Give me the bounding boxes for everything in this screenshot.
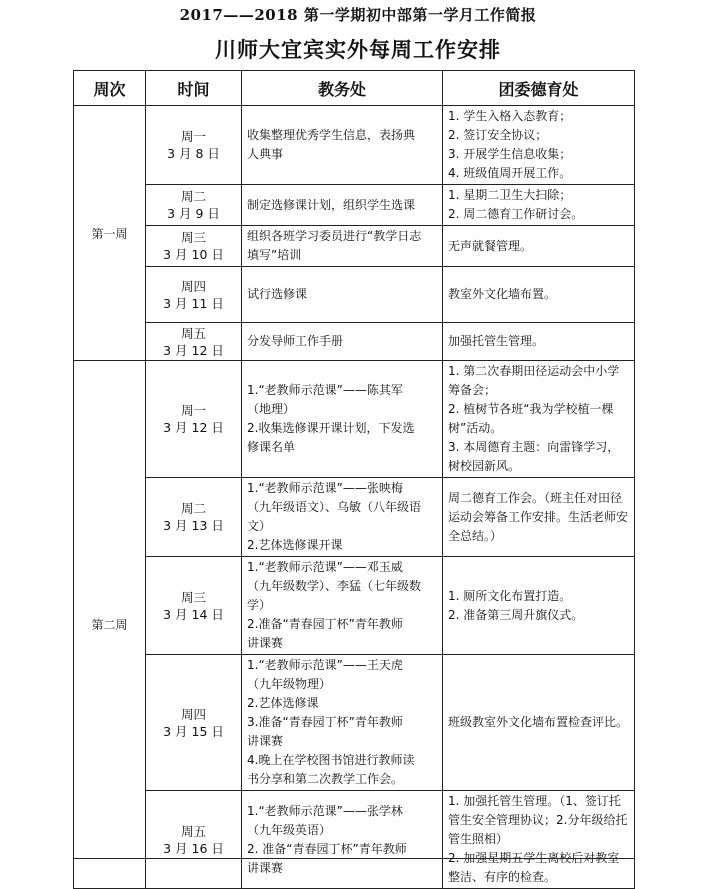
day-cell (146, 791, 242, 889)
cell-line: 1.“老教师示范课”——王天虎 (247, 658, 403, 672)
cell-line: 筹备会； (448, 383, 497, 397)
cell-line: 填写”培训 (247, 248, 302, 262)
schedule-table (73, 70, 635, 889)
cell-line: 全总结。） (448, 528, 503, 543)
table-row (74, 185, 635, 226)
day-cell (146, 361, 242, 478)
league-moral-cell (443, 185, 635, 226)
day-name: 周一 (180, 129, 206, 144)
cell-line: 树校园新风。 (448, 459, 521, 473)
cell-line: 无声就餐管理。 (448, 238, 533, 253)
cell-line: 1.“老教师示范课”——张学林 (247, 803, 403, 818)
cell-line: 讲课赛 (247, 734, 284, 748)
day-name: 周二 (180, 501, 206, 516)
day-date: 3 月 15 日 (163, 723, 224, 739)
table-header-row (74, 71, 635, 106)
league-moral-cell (443, 106, 635, 185)
day-cell (146, 655, 242, 791)
league-moral-cell (443, 267, 635, 323)
cell-line: 2. 准备“青春园丁杯”青年教师 (247, 841, 407, 856)
cell-line: 2.艺体选修课 (247, 696, 319, 710)
day-date: 3 月 10 日 (163, 247, 224, 262)
table-row (74, 557, 635, 655)
cell-line: （九年级数学）、李猛（七年级数 (247, 579, 422, 593)
cell-line: 2. 周二德育工作研讨会。 (448, 207, 584, 221)
table-row (74, 106, 635, 185)
table-row (74, 267, 635, 323)
cell-line: 制定选修课计划，组织学生选课 (247, 197, 416, 212)
day-name: 周一 (180, 403, 206, 418)
week-label: 第一周 (74, 106, 146, 361)
cell-line: 3.准备“青春园丁杯”青年教师 (247, 715, 403, 729)
cell-line: 管生照相） (448, 832, 509, 846)
day-date: 3 月 9 日 (167, 206, 220, 221)
academic-affairs-cell (242, 557, 443, 655)
cell-line: 1. 加强托管生管理。（1、签订托 (448, 794, 621, 808)
document-title: 川师大宜宾实外每周工作安排 (215, 37, 501, 62)
cell-line: 整洁、有序的检查。 (448, 870, 557, 884)
table-row (74, 226, 635, 267)
academic-affairs-cell (242, 323, 443, 361)
week-label: 第二周 (74, 361, 146, 889)
column-header-league: 团委德育处 (443, 71, 635, 106)
table-row (74, 655, 635, 791)
table-row (74, 791, 635, 889)
league-moral-cell (443, 655, 635, 791)
day-name: 周五 (180, 325, 206, 341)
cell-line: 加强托管生管理。 (448, 334, 545, 348)
cell-line: （九年级语文）、乌敏（八年级语 (247, 500, 422, 514)
cell-line: 3. 开展学生信息收集； (448, 147, 572, 161)
academic-affairs-cell (242, 185, 443, 226)
day-cell (146, 323, 242, 361)
league-moral-cell (443, 478, 635, 557)
day-date: 3 月 12 日 (163, 342, 224, 358)
table-bottom-edge (73, 858, 634, 859)
cell-line: 讲课赛 (247, 636, 284, 650)
day-name: 周四 (180, 706, 206, 722)
academic-affairs-cell (242, 361, 443, 478)
column-header-academic: 教务处 (242, 71, 443, 106)
day-cell (146, 226, 242, 267)
day-name: 周四 (180, 278, 206, 294)
cell-line: 讲课赛 (247, 860, 284, 875)
league-moral-cell (443, 791, 635, 889)
cell-line: 组织各班学习委员进行“教学日志 (247, 229, 422, 243)
cell-line: 分发导师工作手册 (247, 334, 344, 348)
cell-line: 树”活动。 (448, 421, 503, 435)
academic-affairs-cell (242, 478, 443, 557)
cell-line: 书分享和第二次教学工作会。 (247, 772, 404, 786)
cell-line: 1.“老教师示范课”——邓玉威 (247, 560, 403, 574)
academic-affairs-cell (242, 267, 443, 323)
cell-line: （九年级英语） (247, 822, 332, 837)
cell-line: 2. 签订安全协议； (448, 128, 548, 142)
academic-affairs-cell (242, 791, 443, 889)
cell-line: 试行选修课 (247, 287, 308, 301)
day-name: 周三 (180, 589, 206, 605)
cell-line: 教室外文化墙布置。 (448, 287, 557, 301)
cell-line: 运动会筹备工作安排。生活老师安 (448, 509, 629, 524)
day-date: 3 月 8 日 (167, 146, 220, 161)
table-row (74, 323, 635, 361)
cell-line: 管生安全管理协议；2.分年级给托 (448, 813, 628, 827)
cell-line: 人典事 (247, 147, 284, 161)
cell-line: 2. 植树节各班“我为学校植一棵 (448, 402, 614, 416)
table-row (74, 478, 635, 557)
cell-line: 1. 星期二卫生大扫除； (448, 188, 572, 202)
cell-line: 2.艺体选修课开课 (247, 538, 343, 552)
cell-line: 班级教室外文化墙布置检查评比。 (448, 715, 629, 729)
cell-line: 2. 加强星期五学生离校后对教室 (448, 851, 620, 865)
column-header-time: 时间 (146, 71, 242, 106)
column-header-week: 周次 (74, 71, 146, 106)
academic-affairs-cell (242, 655, 443, 791)
day-cell (146, 106, 242, 185)
cell-line: 1.“老教师示范课”——陈其军 (247, 383, 403, 397)
cell-line: 文） (247, 519, 272, 533)
league-moral-cell (443, 323, 635, 361)
day-date: 3 月 16 日 (163, 840, 224, 856)
league-moral-cell (443, 361, 635, 478)
cell-line: 1. 第二次春期田径运动会中小学 (448, 364, 620, 378)
day-cell (146, 267, 242, 323)
academic-affairs-cell (242, 106, 443, 185)
cell-line: 收集整理优秀学生信息，表扬典 (247, 128, 416, 142)
day-name: 周二 (180, 189, 206, 204)
day-cell (146, 557, 242, 655)
day-name: 周三 (180, 230, 206, 245)
day-date: 3 月 11 日 (163, 295, 224, 311)
cell-line: 1. 厕所文化布置打造。 (448, 588, 572, 603)
cell-line: 1.“老教师示范课”——张映梅 (247, 481, 403, 495)
cell-line: 2. 准备第三周升旗仪式。 (448, 607, 584, 622)
cell-line: 4. 班级值周开展工作。 (448, 166, 572, 180)
league-moral-cell (443, 557, 635, 655)
day-cell (146, 185, 242, 226)
day-cell (146, 478, 242, 557)
cell-line: 修课名单 (247, 440, 296, 454)
day-name: 周五 (180, 823, 206, 839)
day-date: 3 月 13 日 (163, 518, 224, 533)
table-row (74, 361, 635, 478)
cell-line: （地理） (247, 402, 296, 416)
schedule-body (74, 106, 635, 889)
day-date: 3 月 14 日 (163, 606, 224, 622)
cell-line: 2.准备“青春园丁杯”青年教师 (247, 617, 403, 631)
league-moral-cell (443, 226, 635, 267)
cell-line: 2.收集选修课开课计划，下发选 (247, 421, 415, 435)
cell-line: 学） (247, 598, 272, 612)
day-date: 3 月 12 日 (163, 420, 224, 435)
cell-line: 周二德育工作会。（班主任对田径 (448, 490, 623, 505)
academic-affairs-cell (242, 226, 443, 267)
cell-line: 1. 学生入格入态教育； (448, 109, 572, 123)
cell-line: 3. 本周德育主题：向雷锋学习， (448, 440, 620, 454)
cell-line: （九年级物理） (247, 677, 332, 691)
cell-line: 4.晚上在学校图书馆进行教师读 (247, 753, 415, 767)
report-header: 2017——2018 第一学期初中部第一学月工作简报 (179, 6, 537, 24)
